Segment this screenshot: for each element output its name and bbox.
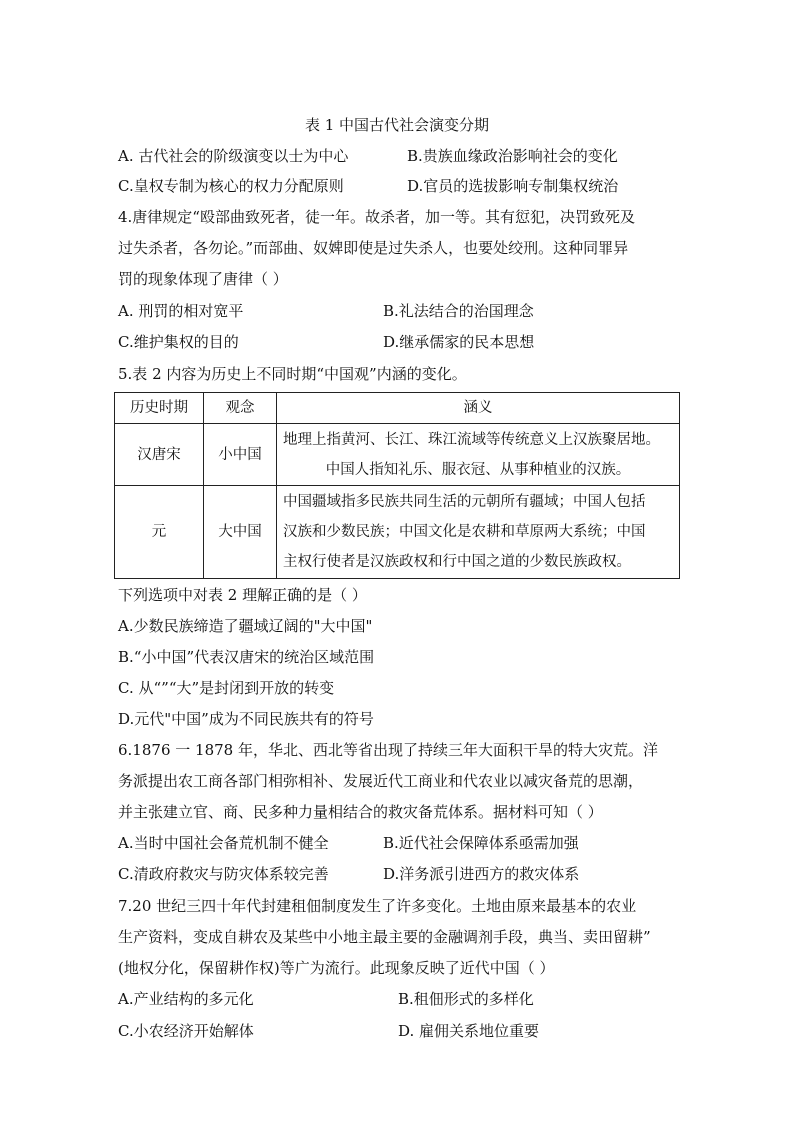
table2-header-concept: 观念 [204, 393, 277, 424]
q6-option-b: B.近代社会保障体系亟需加强 [383, 834, 579, 852]
q6-stem-line-1: 6.1876 一 1878 年，华北、西北等省出现了持续三年大面积干旱的特大灾荒。洋 [118, 741, 658, 759]
q7-stem-line-1: 7.20 世纪三四十年代封建租佃制度发生了许多变化。土地由原来最基本的农业 [118, 897, 637, 915]
q7-option-c: C.小农经济开始解体 [118, 1022, 254, 1040]
q3-option-b: B.贵族血缘政治影响社会的变化 [407, 147, 618, 165]
q5-option-c: C. 从“”“大”是封闭到开放的转变 [118, 679, 335, 697]
q4-stem-line-3: 罚的现象体现了唐律（ ） [118, 270, 288, 288]
table-row [115, 486, 680, 579]
q5-intro: 5.表 2 内容为历史上不同时期“中国观”内涵的变化。 [118, 365, 467, 383]
table2-cell-period: 汉唐宋 [115, 424, 204, 486]
table1-title: 表 1 中国古代社会演变分期 [304, 116, 490, 134]
table2-header-meaning: 涵义 [277, 393, 680, 424]
table2-cell-meaning: 中国疆域指多民族共同生活的元朝所有疆域；中国人包括 汉族和少数民族；中国文化是农耕和草原两大系统；中国 主权行使者是汉族政权和行中国之道的少数民族政权。 [277, 486, 680, 579]
q7-option-a: A.产业结构的多元化 [118, 990, 254, 1008]
q5-question: 下列选项中对表 2 理解正确的是（ ） [118, 586, 367, 604]
q4-stem-line-2: 过失杀者，各勿论。”而部曲、奴婢即使是过失杀人，也要处绞刑。这种同罪异 [118, 239, 629, 257]
q7-option-b: B.租佃形式的多样化 [398, 990, 534, 1008]
q6-option-d: D.洋务派引进西方的救灾体系 [383, 865, 580, 883]
table2 [114, 392, 680, 579]
q3-option-d: D.官员的选拔影响专制集权统治 [407, 177, 619, 195]
q3-option-a: A. 古代社会的阶级演变以士为中心 [118, 147, 349, 165]
table2-cell-period: 元 [115, 486, 204, 579]
table2-cell-concept: 大中国 [204, 486, 277, 579]
q4-stem-line-1: 4.唐律规定“殴部曲致死者，徒一年。故杀者，加一等。其有愆犯，决罚致死及 [118, 208, 635, 226]
q3-option-c: C.皇权专制为核心的权力分配原则 [118, 177, 344, 195]
q4-option-b: B.礼法结合的治国理念 [383, 302, 534, 320]
q6-option-c: C.清政府救灾与防灾体系较完善 [118, 865, 329, 883]
table2-cell-concept: 小中国 [204, 424, 277, 486]
table2-cell-meaning: 地理上指黄河、长江、珠江流域等传统意义上汉族聚居地。 中国人指知礼乐、服衣冠、从事种植业的汉族。 [277, 424, 680, 486]
q5-option-d: D.元代"中国”成为不同民族共有的符号 [118, 710, 374, 728]
q5-option-a: A.少数民族缔造了疆域辽阔的"大中国" [118, 617, 373, 635]
q4-option-c: C.维护集权的目的 [118, 333, 239, 351]
q6-option-a: A.当时中国社会备荒机制不健全 [118, 834, 329, 852]
q5-option-b: B.“小中国”代表汉唐宋的统治区域范围 [118, 648, 375, 666]
q4-option-a: A. 刑罚的相对宽平 [118, 302, 244, 320]
q7-option-d: D. 雇佣关系地位重要 [398, 1022, 540, 1040]
q6-stem-line-2: 务派提出农工商各部门相弥相补、发展近代工商业和代农业以减灾备荒的思潮， [118, 772, 644, 790]
q4-option-d: D.继承儒家的民本思想 [383, 333, 535, 351]
table2-header-period: 历史时期 [115, 393, 204, 424]
q6-stem-line-3: 并主张建立官、商、民多种力量相结合的救灾备荒体系。据材料可知（ ） [118, 803, 603, 821]
q7-stem-line-2: 生产资料，变成自耕农及某些中小地主最主要的金融调剂手段，典当、卖田留耕” [118, 928, 651, 946]
table-row [115, 424, 680, 486]
q7-stem-line-3: (地权分化，保留耕作权)等广为流行。此现象反映了近代中国（ ） [118, 959, 555, 977]
